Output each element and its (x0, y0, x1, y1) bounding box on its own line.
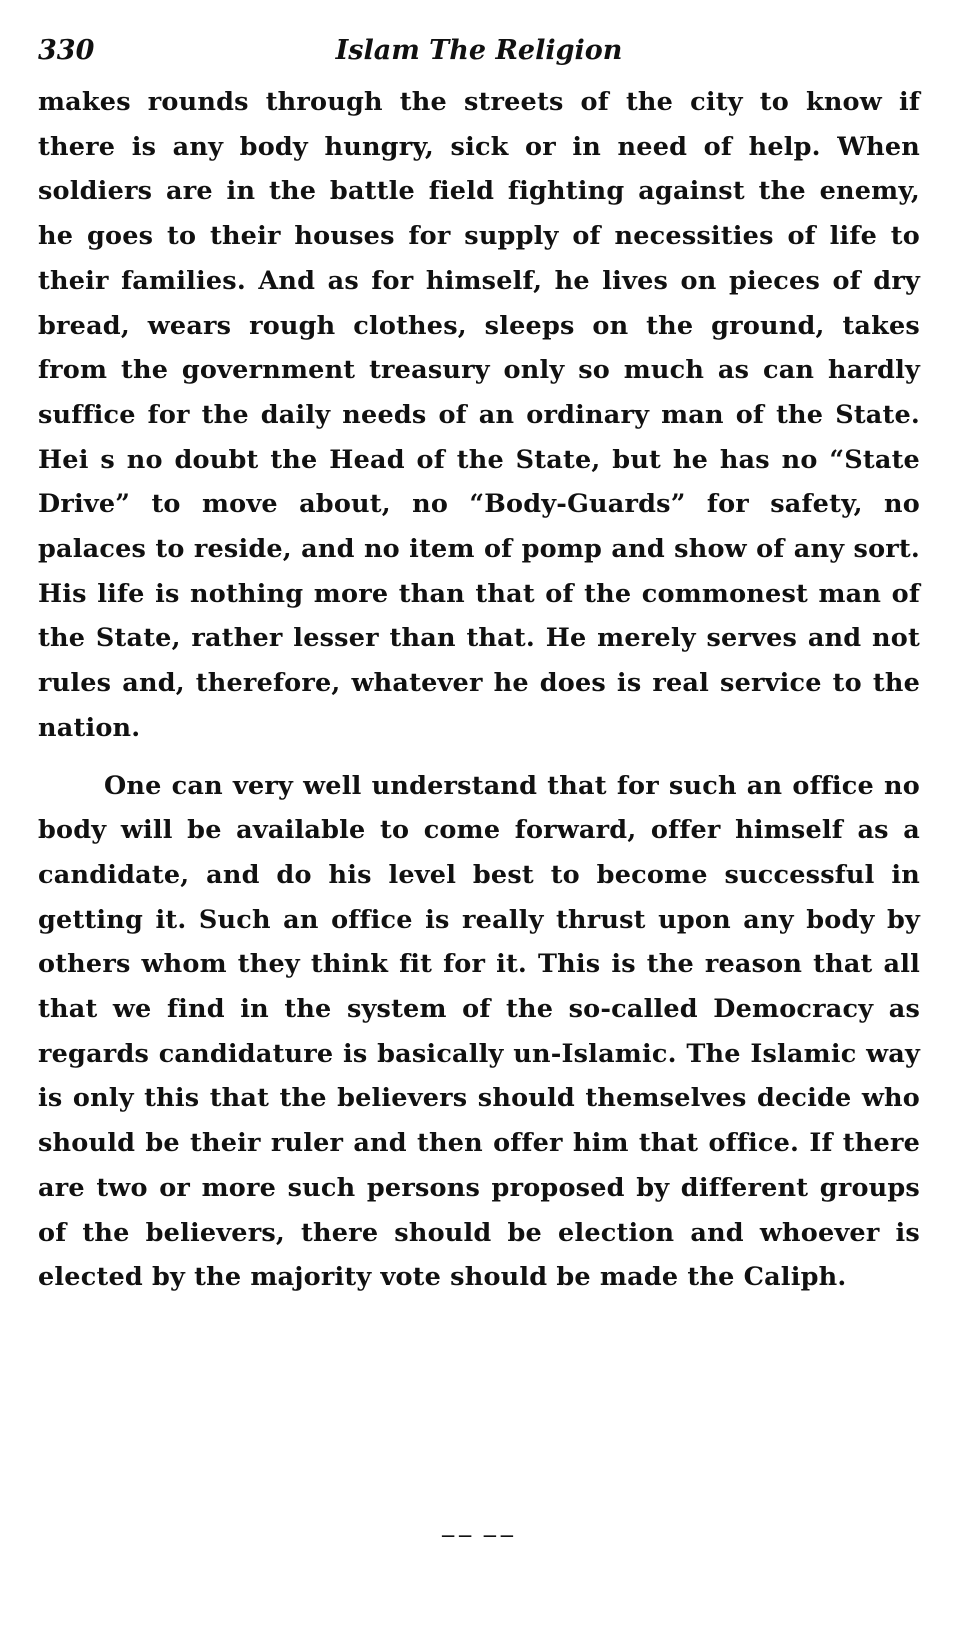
end-ornament: —— —— (441, 1528, 517, 1544)
page-header (38, 28, 920, 74)
paragraph-1: makes rounds through the streets of the city to know if there is any body hungry, sick or in need of help. When soldiers are in the battle field fighting against the enemy, he goes to their houses for supply of necessities of life to their families. And as for himself, he lives on pieces of dry bread, wears rough clothes, sleeps on the ground, takes from the government treasury only so much as can hardly suffice for the daily needs of an ordinary man of the State. Hei s no doubt the Head of the State, but he has no “State Drive” to move about, no “Body-Guards” for safety, no palaces to reside, and no item of pomp and show of any sort. His life is nothing more than that of the commonest man of the State, rather lesser than that. He merely serves and not rules and, therefore, whatever he does is real service to the nation. (38, 87, 920, 743)
running-title: Islam The Religion (335, 35, 623, 66)
page-number: 330 (38, 35, 95, 66)
body-text (38, 80, 920, 1300)
book-page (38, 28, 920, 1618)
paragraph-2: One can very well understand that for such an office no body will be available to come forward, offer himself as a candidate, and do his level best to become successful in getting it. Such an office is really thrust upon any body by others whom they think fit for it. This is the reason that all that we find in the system of the so-called Democracy as regards candidature is basically un-Islamic. The Islamic way is only this that the believers should themselves decide who should be their ruler and then offer him that office. If there are two or more such persons proposed by different groups of the believers, there should be election and whoever is elected by the majority vote should be made the Caliph. (38, 770, 920, 1293)
